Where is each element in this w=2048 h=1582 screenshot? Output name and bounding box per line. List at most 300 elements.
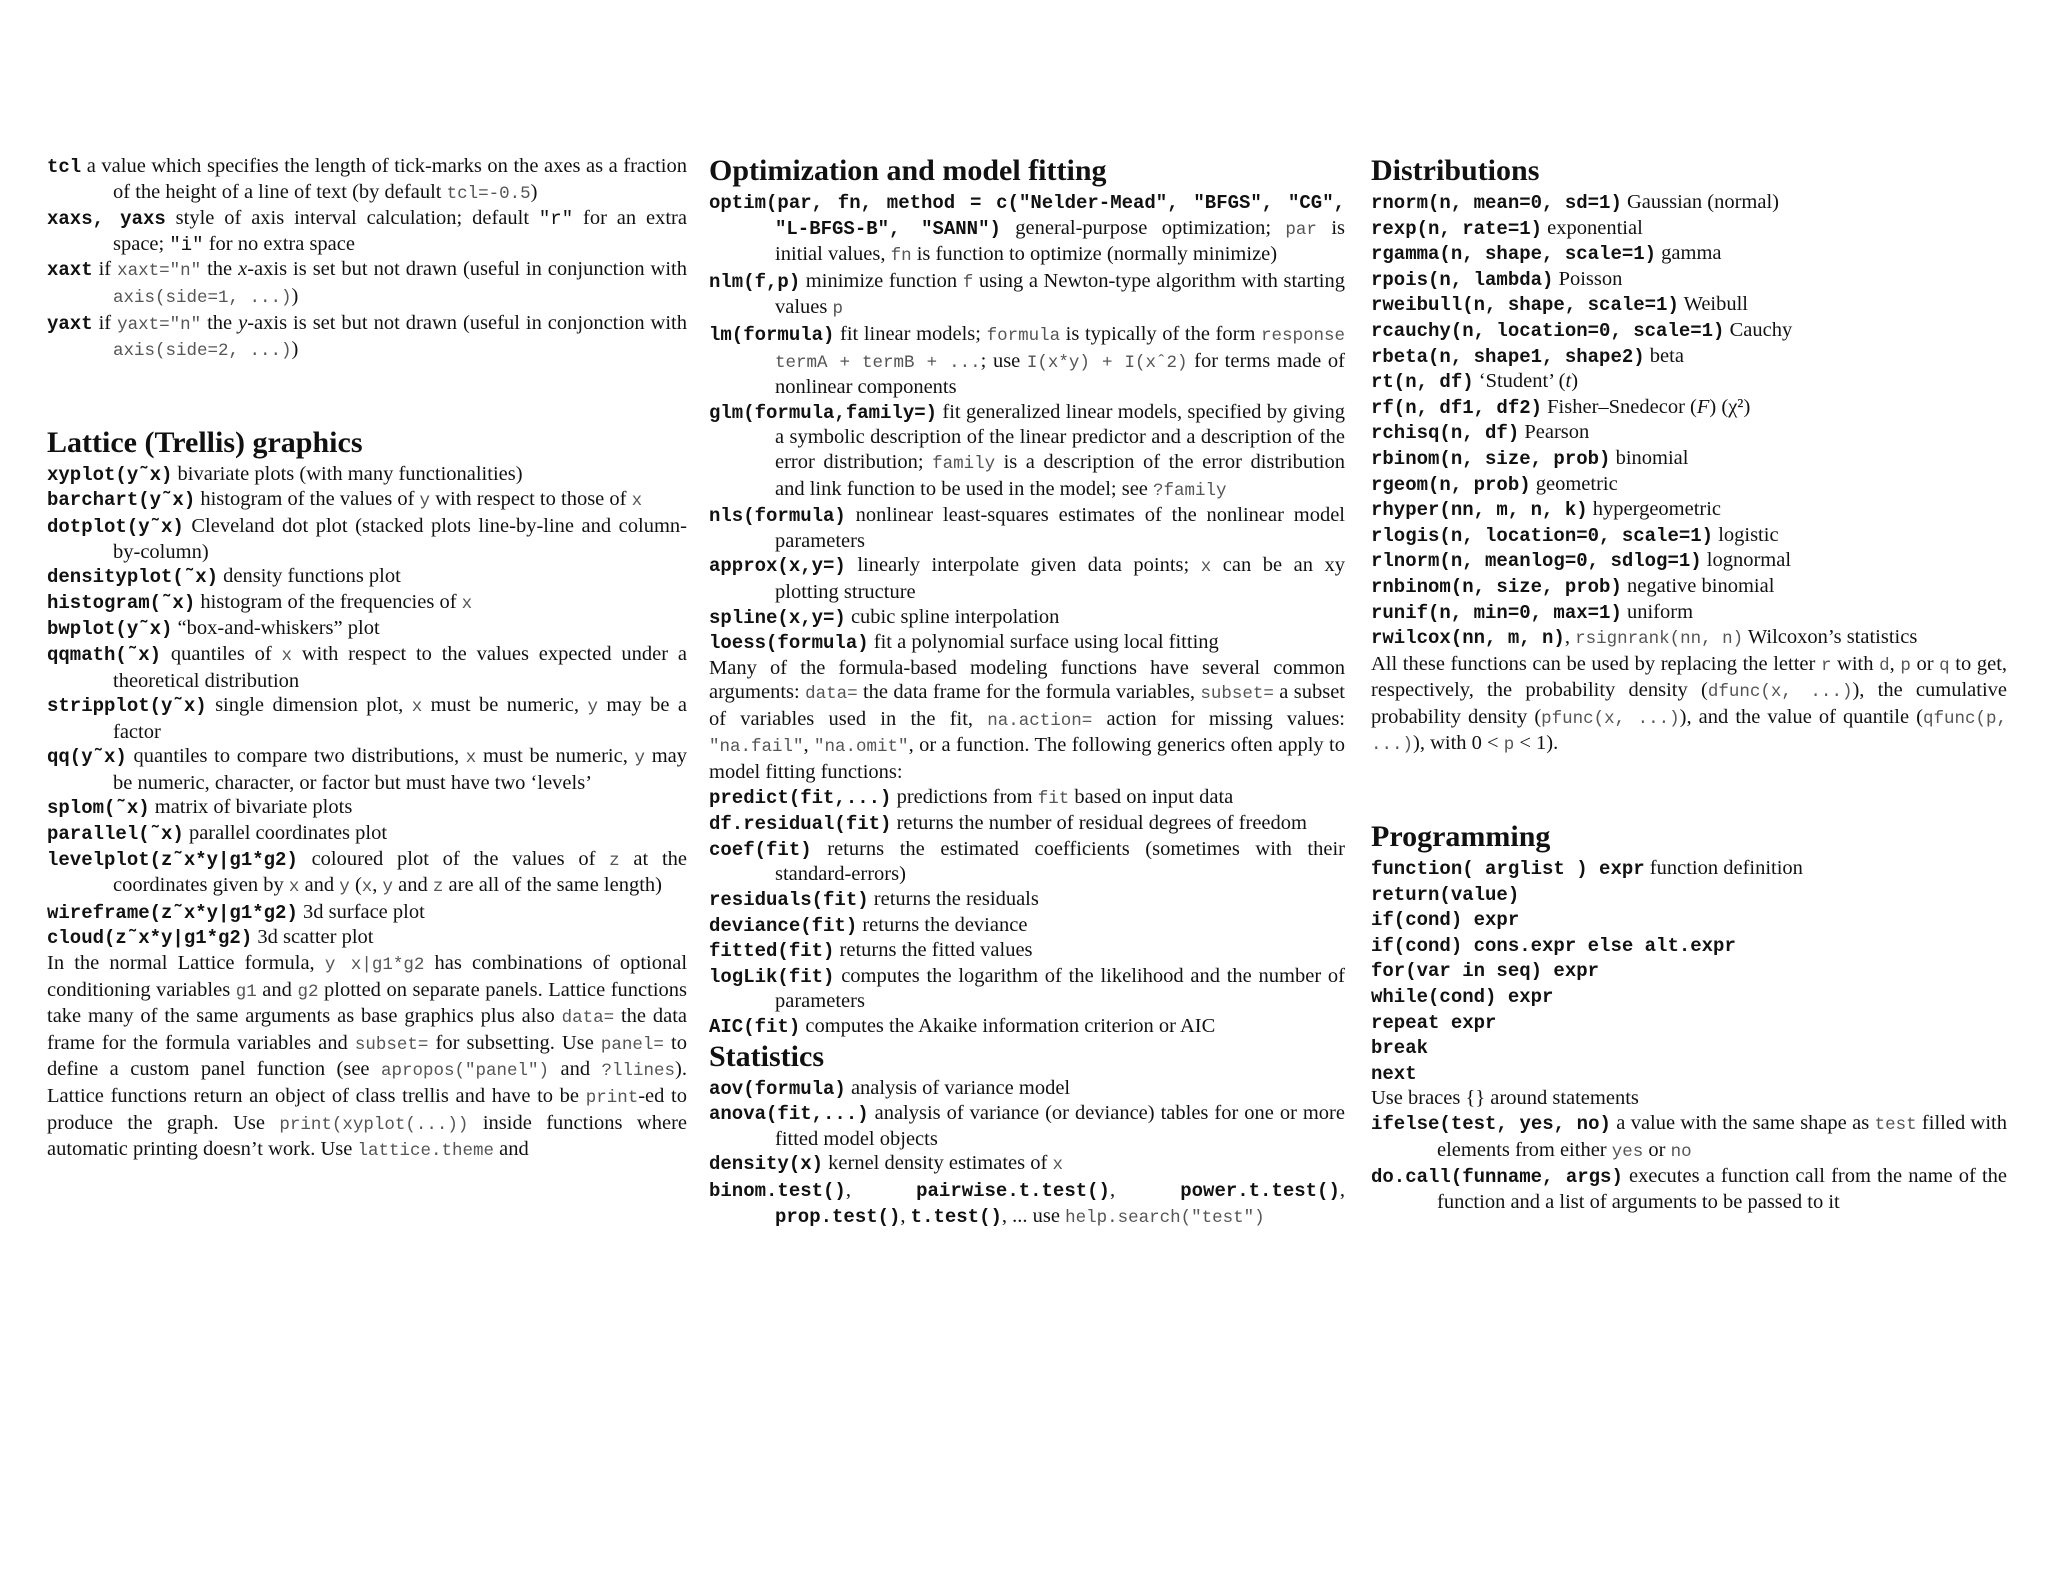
entry-term: for(var in seq) expr: [1371, 960, 1600, 983]
inline-code: y: [634, 748, 646, 769]
inline-code: data=: [805, 684, 858, 705]
entry-term: qq(y˜x): [47, 746, 127, 769]
entry-desc: for no extra space: [203, 232, 355, 255]
entry-term: xyplot(y˜x): [47, 463, 173, 486]
entry-predict: [709, 785, 1345, 812]
entry-desc: negative binomial: [1621, 574, 1775, 597]
inline-code: yes: [1611, 1141, 1644, 1162]
entry-term: anova(fit,...): [709, 1103, 869, 1126]
entry-desc: ): [291, 338, 299, 361]
inline-code: axis(side=1, ...): [113, 287, 292, 308]
inline-code: dfunc(x, ...): [1707, 682, 1853, 703]
entry-repeat: [1371, 1010, 2007, 1036]
para-text: , or a function. The following generics often apply to model fitting functions:: [709, 734, 1346, 784]
entry-term: break: [1371, 1037, 1429, 1060]
entry-do-call: [1371, 1164, 2007, 1214]
entry-desc: general-purpose optimization;: [1000, 216, 1286, 239]
entry-term: rexp(n, rate=1): [1371, 217, 1543, 240]
entry-desc: , ... use: [1001, 1204, 1066, 1227]
entry-df-residual: [709, 811, 1345, 837]
inline-code: I(x*y) + I(xˆ2): [1026, 352, 1188, 373]
entry-for: [1371, 958, 2007, 984]
entry-rwilcox: [1371, 625, 2007, 652]
entry-desc: the: [201, 311, 239, 334]
inline-code: pfunc(x, ...): [1541, 708, 1680, 729]
inline-code: x: [411, 697, 423, 718]
para-text: the data frame for the formula variables,: [857, 681, 1201, 704]
inline-code: panel=: [600, 1034, 664, 1055]
entry-term: levelplot(z˜x*y|g1*g2): [47, 848, 298, 871]
inline-code: family: [932, 453, 996, 474]
para-text: ), with 0 <: [1413, 732, 1504, 755]
entry-desc: uniform: [1621, 600, 1694, 623]
entry-desc: analysis of variance model: [845, 1076, 1071, 1099]
entry-desc: is function to optimize (normally minimize): [911, 243, 1278, 266]
entry-yaxt: [47, 311, 687, 364]
para-text: or: [1910, 652, 1940, 675]
inline-code: data=: [561, 1008, 615, 1029]
entry-term: power.t.test(): [1180, 1179, 1340, 1202]
entry-desc: logistic: [1713, 523, 1779, 546]
column-right: [1371, 154, 2007, 1214]
inline-code: lattice.theme: [357, 1141, 495, 1162]
italic-var: F: [1696, 395, 1710, 418]
inline-code: apropos("panel"): [380, 1061, 550, 1082]
entry-term: runif(n, min=0, max=1): [1371, 601, 1622, 624]
entry-term: xaxs, yaxs: [47, 208, 166, 231]
inline-code: x: [1200, 557, 1212, 578]
entry-nlm: [709, 269, 1345, 322]
entry-parallel: [47, 821, 687, 847]
entry-lm: [709, 322, 1345, 400]
entry-desc: linearly interpolate given data points;: [845, 554, 1201, 577]
entry-rgamma: [1371, 241, 2007, 267]
entry-splom: [47, 795, 687, 821]
entry-desc: geometric: [1530, 472, 1618, 495]
para-text: action for missing values:: [1092, 707, 1345, 730]
entry-desc: style of axis interval calculation; default: [165, 207, 539, 230]
entry-barchart: [47, 487, 687, 514]
inline-code: x: [465, 748, 477, 769]
italic-var: x: [238, 258, 248, 281]
entry-rt: [1371, 369, 2007, 395]
inline-code: x: [631, 491, 643, 512]
entry-density: [709, 1151, 1345, 1178]
entry-qq: [47, 744, 687, 795]
inline-code: na.action=: [987, 710, 1093, 731]
entry-desc: for terms made of nonlinear components: [775, 349, 1345, 399]
para-text: Many of the formula-based modeling functions have several common arguments:: [709, 656, 1345, 704]
entry-desc: fit generalized linear models, specified by giving a symbolic description of the linear predictor and a description of the error distribution;: [775, 400, 1345, 473]
entry-desc: with respect to those of: [430, 488, 632, 511]
entry-desc: 3d scatter plot: [252, 926, 374, 949]
entry-desc: a value which specifies the length of tick-marks on the axes as a fraction of the height of a line of text (by default: [81, 155, 687, 203]
entry-desc: is a description of the error distribution and link function to be used in the model; see: [775, 450, 1345, 500]
entry-return: [1371, 882, 2007, 908]
inline-code: x: [288, 877, 300, 898]
entry-term: loess(formula): [709, 632, 869, 655]
entry-term: predict(fit,...): [709, 786, 892, 809]
entry-desc: gamma: [1656, 242, 1722, 265]
entry-term: parallel(˜x): [47, 823, 184, 846]
entry-term: do.call(funname, args): [1371, 1166, 1623, 1189]
entry-wireframe: [47, 900, 687, 926]
inline-code: y x|g1*g2: [324, 955, 425, 976]
lattice-paragraph: [47, 951, 687, 1164]
entry-desc: matrix of bivariate plots: [149, 796, 353, 819]
entry-optim: [709, 190, 1345, 269]
entry-deviance: [709, 913, 1345, 939]
section-title-lattice: Lattice (Trellis) graphics: [47, 425, 363, 459]
section-title-programming: Programming: [1371, 820, 1551, 854]
inline-code: no: [1670, 1141, 1692, 1162]
inline-code: r: [1820, 655, 1832, 676]
entry-ifelse: [1371, 1111, 2007, 1164]
entry-term: bwplot(y˜x): [47, 618, 173, 641]
entry-term: dotplot(y˜x): [47, 515, 184, 538]
model-paragraph: [709, 656, 1345, 785]
inline-code: z: [609, 850, 620, 871]
inline-code: axis(side=2, ...): [113, 341, 292, 362]
inline-code: par: [1285, 219, 1317, 240]
entry-term: rbinom(n, size, prob): [1371, 447, 1611, 470]
entry-term: approx(x,y=): [709, 555, 846, 578]
entry-term: deviance(fit): [709, 914, 858, 937]
entry-desc: must be numeric,: [422, 694, 588, 717]
entry-term: glm(formula,family=): [709, 401, 938, 424]
entry-desc: -axis is set but not drawn (useful in conjonction with: [247, 311, 687, 334]
entry-rnbinom: [1371, 574, 2007, 600]
entry-term: densityplot(˜x): [47, 566, 219, 589]
para-text: -ed to produce the graph. Use: [47, 1085, 687, 1134]
spacer: [1371, 758, 2007, 820]
entry-desc: exponential: [1542, 216, 1643, 239]
entry-rf: [1371, 395, 2007, 421]
inline-code: y: [419, 491, 431, 512]
entry-desc: fit linear models;: [834, 322, 987, 345]
entry-desc: executes a function call from the name of the function and a list of arguments to be passed to it: [1437, 1165, 2008, 1213]
entry-desc: lognormal: [1701, 549, 1792, 572]
entry-term: barchart(y˜x): [47, 489, 196, 512]
inline-code: response termA + termB + ...: [775, 325, 1346, 373]
entry-rbeta: [1371, 344, 2007, 370]
entry-next: [1371, 1061, 2007, 1087]
entry-desc: are all of the same length): [443, 874, 662, 897]
entry-xaxt: [47, 257, 687, 310]
entry-nls: [709, 503, 1345, 553]
entry-term: logLik(fit): [709, 965, 835, 988]
inline-code: f: [962, 272, 974, 293]
entry-desc: -axis is set but not drawn (useful in conjunction with: [247, 258, 687, 281]
entry-bwplot: [47, 616, 687, 642]
entry-break: [1371, 1035, 2007, 1061]
entry-term: t.test(): [910, 1205, 1002, 1228]
entry-desc: parallel coordinates plot: [183, 822, 388, 845]
entry-rcauchy: [1371, 318, 2007, 344]
entry-term: rt(n, df): [1371, 371, 1474, 394]
italic-var: y: [238, 311, 248, 334]
inline-code: tcl=-0.5: [446, 183, 531, 204]
entry-term: stripplot(y˜x): [47, 695, 207, 718]
entry-term: function( arglist ) expr: [1371, 858, 1645, 881]
entry-term: rlnorm(n, meanlog=0, sdlog=1): [1371, 550, 1702, 573]
entry-rlogis: [1371, 523, 2007, 549]
inline-code: print: [585, 1088, 639, 1108]
inline-code: help.search("test"): [1065, 1207, 1265, 1228]
entry-desc: Fisher–Snedecor (: [1542, 395, 1697, 418]
entry-term: rgeom(n, prob): [1371, 473, 1531, 496]
inline-code: formula: [986, 325, 1061, 346]
entry-tests: [709, 1178, 1345, 1230]
entry-dotplot: [47, 514, 687, 564]
entry-term: density(x): [709, 1153, 824, 1176]
spacer: [47, 364, 687, 426]
entry-desc: density functions plot: [218, 565, 401, 588]
entry-desc: ; use: [980, 349, 1027, 372]
entry-rnorm: [1371, 190, 2007, 216]
inline-code: "na.omit": [814, 737, 909, 758]
entry-aic: [709, 1014, 1345, 1040]
entry-term: ifelse(test, yes, no): [1371, 1113, 1611, 1135]
inline-code: y: [382, 877, 394, 898]
entry-residuals: [709, 887, 1345, 913]
para-text: ), and the value of quantile (: [1679, 705, 1923, 728]
entry-term: rbeta(n, shape1, shape2): [1371, 345, 1645, 368]
entry-term: while(cond) expr: [1371, 986, 1554, 1009]
para-text: and: [549, 1058, 602, 1081]
entry-densityplot: [47, 564, 687, 590]
distribution-paragraph: [1371, 652, 2007, 758]
para-text: and: [256, 978, 298, 1001]
inline-code: fn: [890, 246, 912, 267]
entry-stripplot: [47, 693, 687, 744]
entry-xaxs: [47, 206, 687, 257]
entry-term: splom(˜x): [47, 797, 150, 820]
entry-function: [1371, 856, 2007, 882]
para-text: inside functions where automatic printing doesn’t work. Use: [47, 1111, 687, 1161]
entry-desc: the: [201, 258, 239, 281]
entry-runif: [1371, 600, 2007, 626]
entry-term: rnbinom(n, size, prob): [1371, 575, 1622, 598]
entry-desc: histogram of the frequencies of: [195, 590, 462, 613]
entry-desc: binomial: [1610, 446, 1689, 469]
entry-desc: for an extra space;: [113, 207, 687, 255]
entry-desc: can be an xy plotting structure: [775, 554, 1345, 603]
column-left: [47, 154, 687, 1164]
entry-term: return(value): [1371, 883, 1520, 906]
entry-term: yaxt: [47, 312, 93, 335]
entry-desc: Wilcoxon’s statistics: [1743, 626, 1918, 649]
entry-term: spline(x,y=): [709, 606, 846, 629]
entry-desc: bivariate plots (with many functionalities): [172, 462, 523, 485]
entry-rpois: [1371, 267, 2007, 293]
inline-code: ?family: [1153, 480, 1227, 501]
entry-term: coef(fit): [709, 838, 812, 861]
entry-term: fitted(fit): [709, 940, 835, 963]
entry-tcl: [47, 154, 687, 206]
para-text: to get, respectively, the probability density (: [1371, 652, 2008, 702]
entry-term: aov(formula): [709, 1077, 846, 1100]
entry-term: AIC(fit): [709, 1016, 801, 1038]
inline-code: y: [339, 877, 350, 898]
para-text: has combinations of optional conditioning variables: [47, 952, 688, 1001]
para-text: the data frame for the formula variables and: [47, 1005, 687, 1054]
inline-code: x: [361, 877, 373, 898]
entry-desc: ): [530, 180, 538, 203]
entry-desc: “box-and-whiskers” plot: [172, 617, 380, 640]
inline-code: x: [1052, 1155, 1063, 1176]
entry-desc: filled with elements from either: [1437, 1112, 2007, 1161]
entry-desc: using a Newton-type algorithm with starting values: [775, 269, 1345, 319]
entry-rexp: [1371, 216, 2007, 242]
entry-term: rwilcox(nn, m, n): [1371, 627, 1565, 650]
entry-desc: ,: [1339, 1178, 1345, 1201]
entry-desc: computes the Akaike information criterion or AIC: [800, 1015, 1216, 1037]
entry-histogram: [47, 590, 687, 617]
entry-desc: ,: [1109, 1178, 1181, 1201]
inline-code: print(xyplot(...)): [279, 1114, 469, 1135]
entry-term: df.residual(fit): [709, 813, 892, 836]
section-title-statistics: Statistics: [709, 1039, 824, 1073]
entry-term: xaxt: [47, 259, 93, 282]
inline-code: qfunc(p, ...): [1371, 708, 2007, 756]
inline-code: fit: [1037, 788, 1070, 809]
entry-desc: with respect to the values expected under a theoretical distribution: [113, 642, 687, 692]
entry-desc: returns the number of residual degrees of freedom: [891, 812, 1307, 835]
entry-term: if(cond) cons.expr else alt.expr: [1371, 934, 1736, 957]
entry-term: tcl: [47, 156, 82, 178]
inline-code: x: [461, 593, 473, 614]
entry-term: qqmath(˜x): [47, 643, 162, 666]
entry-cloud: [47, 925, 687, 951]
entry-desc: a value with the same shape as: [1610, 1112, 1875, 1134]
inline-code: test: [1874, 1115, 1917, 1135]
para-text: and: [494, 1138, 529, 1161]
entry-desc: hypergeometric: [1587, 498, 1722, 521]
entry-desc: 3d surface plot: [297, 900, 425, 923]
entry-xyplot: [47, 462, 687, 488]
entry-desc: Weibull: [1678, 293, 1749, 316]
entry-desc: Gaussian (normal): [1621, 191, 1779, 213]
entry-rgeom: [1371, 472, 2007, 498]
entry-desc: ,: [372, 874, 383, 897]
section-title-optimization: Optimization and model fitting: [709, 154, 1107, 187]
entry-desc: returns the residuals: [868, 888, 1039, 911]
entry-desc: minimize function: [800, 269, 963, 292]
para-text: ), the cumulative probability density (: [1371, 679, 2007, 728]
entry-desc: returns the estimated coefficients (sometimes with their standard-errors): [775, 837, 1345, 886]
entry-desc: ,: [900, 1204, 911, 1227]
entry-term: pairwise.t.test(): [916, 1179, 1110, 1202]
entry-desc: coloured plot of the values of: [297, 847, 610, 870]
entry-term: rf(n, df1, df2): [1371, 396, 1543, 419]
section-title-distributions: Distributions: [1371, 154, 1540, 187]
entry-loglik: [709, 964, 1345, 1014]
entry-rbinom: [1371, 446, 2007, 472]
entry-desc: analysis of variance (or deviance) tables for one or more fitted model objects: [775, 1102, 1345, 1150]
entry-levelplot: [47, 847, 687, 900]
entry-term: residuals(fit): [709, 889, 869, 912]
entry-glm: [709, 400, 1345, 503]
para-text: ,: [803, 734, 815, 757]
para-text: for subsetting. Use: [428, 1031, 601, 1054]
inline-code: x: [281, 645, 293, 666]
inline-code: subset=: [1200, 684, 1274, 705]
entry-term: rgamma(n, shape, scale=1): [1371, 243, 1657, 266]
entry-desc: function definition: [1644, 857, 1803, 880]
entry-desc: and: [393, 874, 433, 897]
inline-code: y: [587, 697, 598, 718]
entry-if: [1371, 907, 2007, 933]
entry-desc: must be numeric,: [476, 745, 635, 768]
inline-code: subset=: [354, 1034, 429, 1055]
italic-var: t: [1565, 370, 1572, 393]
entry-desc: and: [299, 874, 340, 897]
para-text: In the normal Lattice formula,: [47, 952, 325, 975]
inline-code: "na.fail": [709, 737, 804, 758]
entry-while: [1371, 984, 2007, 1010]
entry-coef: [709, 837, 1345, 887]
para-text: plotted on separate panels. Lattice functions take many of the same arguments as base graphics plus also: [47, 978, 688, 1028]
entry-term: rnorm(n, mean=0, sd=1): [1371, 192, 1622, 214]
entry-desc: single dimension plot,: [206, 694, 412, 717]
entry-desc: Cauchy: [1724, 318, 1793, 341]
entry-term: wireframe(z˜x*y|g1*g2): [47, 901, 298, 924]
entry-desc: based on input data: [1069, 785, 1234, 808]
entry-anova: [709, 1101, 1345, 1151]
inline-code: ?llines: [601, 1061, 676, 1082]
inline-code: "r": [538, 208, 574, 231]
inline-code: p: [1503, 735, 1515, 756]
entry-term: prop.test(): [775, 1205, 901, 1228]
entry-term: rcauchy(n, location=0, scale=1): [1371, 319, 1725, 342]
entry-rlnorm: [1371, 548, 2007, 574]
entry-desc: or: [1643, 1138, 1671, 1161]
inline-code: q: [1939, 655, 1950, 676]
entry-term: if(cond) expr: [1371, 909, 1520, 932]
entry-term: rlogis(n, location=0, scale=1): [1371, 524, 1714, 547]
entry-desc: cubic spline interpolation: [845, 605, 1060, 628]
entry-desc: computes the logarithm of the likelihood and the number of parameters: [775, 964, 1345, 1013]
para-text: with: [1831, 652, 1880, 675]
entry-desc: ) (χ²): [1709, 395, 1751, 418]
para-text: ). Lattice functions return an object of class trellis and have to be: [47, 1058, 687, 1107]
entry-desc: is typically of the form: [1060, 322, 1261, 345]
entry-desc: ,: [845, 1178, 917, 1201]
entry-desc: beta: [1644, 344, 1684, 367]
entry-term: rpois(n, lambda): [1371, 268, 1554, 291]
entry-desc: (: [349, 874, 362, 897]
entry-term: binom.test(): [709, 1179, 846, 1202]
entry-qqmath: [47, 642, 687, 693]
entry-spline: [709, 605, 1345, 631]
entry-desc: fit a polynomial surface using local fitting: [868, 631, 1219, 654]
entry-rchisq: [1371, 420, 2007, 446]
inline-code: p: [832, 299, 844, 320]
entry-desc: Pearson: [1519, 421, 1590, 444]
inline-code: p: [1900, 655, 1911, 676]
entry-loess: [709, 630, 1345, 656]
entry-desc: ): [291, 284, 299, 307]
entry-rhyper: [1371, 497, 2007, 523]
entry-desc: may be numeric, character, or factor but must have two ‘levels’: [113, 745, 687, 794]
entry-term: next: [1371, 1062, 1417, 1085]
para-text: All these functions can be used by replacing the letter: [1371, 652, 1821, 675]
braces-note: Use braces {} around statements: [1371, 1087, 1639, 1110]
entry-term: nls(formula): [709, 505, 846, 528]
para-text: < 1).: [1514, 732, 1559, 755]
entry-if-else: [1371, 933, 2007, 959]
